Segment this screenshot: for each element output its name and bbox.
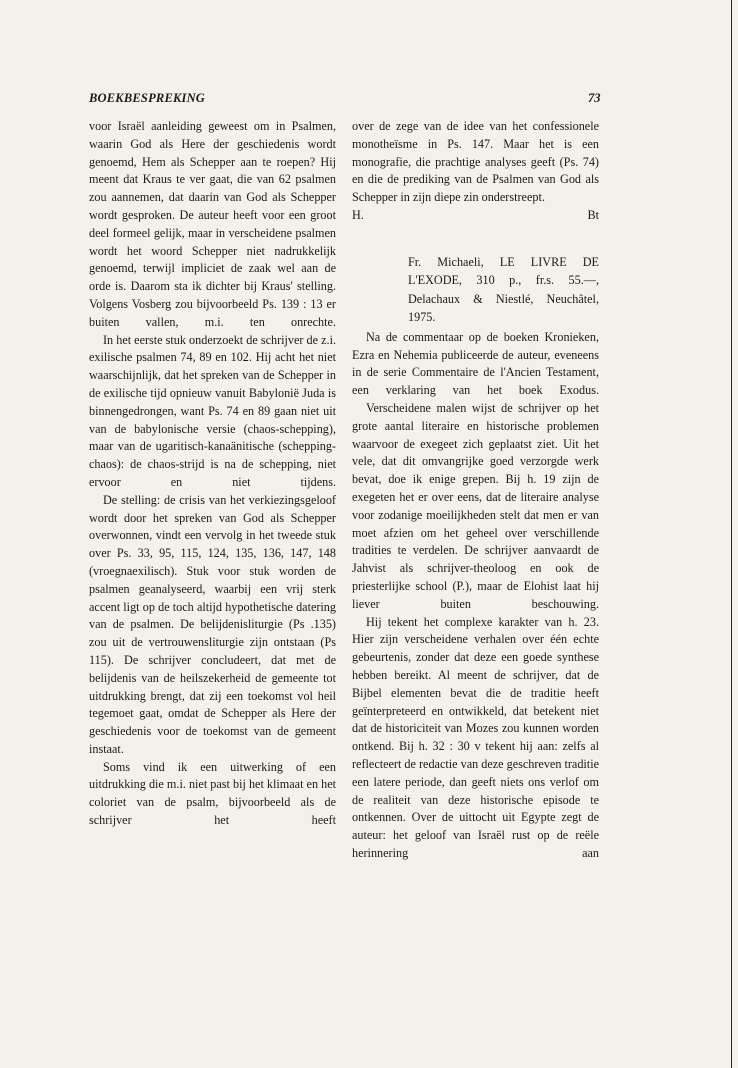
book-citation bbox=[408, 253, 599, 327]
citation-line-4: 1975. bbox=[408, 310, 436, 325]
citation-line-2: L'EXODE, 310 p., fr.s. 55.—, bbox=[408, 273, 599, 288]
right-column bbox=[352, 118, 599, 863]
left-paragraph-2: In het eerste stuk onderzoekt de schrijver de z.i. exilische psalmen 74, 89 en 102. Hij acht het niet waarschijnlijk, dat het spreken van de Schepper in de exilische tijd opnieuw vanuit Babylonië Juda is binnengedrongen, want Ps. 74 en 89 gaan niet uit van de babylonische versie (chaos-schepping), maar van de ugaritisch-kanaänitische (schepping-chaos): de chaos-strijd is na de schepping, niet ervoor en niet tijdens. bbox=[89, 332, 336, 489]
citation-line-3: Delachaux & Niestlé, Neuchâtel, bbox=[408, 291, 599, 306]
right-paragraph-2: Na de commentaar op de boeken Kronieken, Ezra en Nehemia publiceerde de auteur, eveneens in de serie Commentaire de l'Ancien Testament, een verklaring van het boek Exodus. bbox=[352, 329, 599, 398]
left-paragraph-3: De stelling: de crisis van het verkiezingsgeloof wordt door het spreken van God als Schepper overwonnen, vindt een vervolg in het tweede stuk over Ps. 33, 95, 115, 124, 135, 136, 147, 148 (vroegnaexilisch). Stuk voor stuk worden de psalmen geanalyseerd, waarbij een vrij sterk accent ligt op de toch altijd hypothetische datering van de psalmen. De belijdenisliturgie (Ps .135) zou uit de vertrouwensliturgie zijn ontstaan (Ps 115). De schrijver concludeert, dat met de belijdenis van de heilszekerheid de gemeente tot uitdrukking brengt, dat zij een toekomst vol heil tegemoet gaat, omdat de Schepper als Here der geschiedenis voor de toekomst van de gemeent instaat. bbox=[89, 492, 336, 756]
page-edge-line bbox=[731, 0, 732, 1068]
right-paragraph-1: over de zege van de idee van het confessionele monotheïsme in Ps. 147. Maar het is een monografie, die prachtige analyses geeft (Ps. 74) en die de prediking van de Psalmen van God als Schepper in zijn diepe zin onderstreept. bbox=[352, 119, 599, 205]
citation-line-1: Fr. Michaeli, LE LIVRE DE bbox=[408, 254, 599, 269]
left-paragraph-4: Soms vind ik een uitwerking of een uitdrukking die m.i. niet past bij het klimaat en het coloriet van de psalm, bijvoorbeeld als de schrijver het heeft bbox=[89, 759, 336, 828]
left-column bbox=[89, 118, 336, 830]
page-number: 73 bbox=[588, 91, 601, 105]
right-paragraph-4: Hij tekent het complexe karakter van h. 23. Hier zijn verscheidene verhalen over één echte gebeurtenis, zonder dat deze een goede synthese hebben bereikt. Al meent de schrijver, dat de Bijbel elementen bevat die de traditie heeft geïnterpreteerd en ontwikkeld, dat betekent niet dat de historiciteit van Mozes zou kunnen worden ontkend. Bij h. 32 : 30 v tekent hij aan: zelfs al reflecteert de redactie van deze geschreven traditie een latere periode, dan geeft niets ons verlof om de realiteit van deze historische episode te ontkennen. Over de uittocht uit Egypte zegt de auteur: het geloof van Israël rust op de reële herinnering aan bbox=[352, 614, 599, 860]
left-paragraph-1: voor Israël aanleiding geweest om in Psalmen, waarin God als Here der geschiedenis wordt genoemd, Hem als Schepper aan te roepen? Hij meent dat Kraus te ver gaat, die van 62 psalmen zou aannemen, dat daarin van God als Schepper wordt gesproken. De auteur heeft voor een groot deel formeel gelijk, maar in verscheidene psalmen wordt het woord Schepper niet nadrukkelijk genoemd, terwijl impliciet de zaak wel aan de orde is. Daarom sta ik dichter bij Kraus' stelling. Volgens Vosberg zou bijvoorbeeld Ps. 139 : 13 er buiten vallen, m.i. ten onrechte. bbox=[89, 119, 336, 329]
running-title: BOEKBESPREKING bbox=[89, 91, 206, 105]
right-paragraph-3: Verscheidene malen wijst de schrijver op het grote aantal literaire en historische problemen waarvoor de exegeet zich geplaatst ziet. Uit het vele, dat dit omvangrijke goed verzorgde werk bevat, doe ik enige grepen. Bij h. 19 zijn de exegeten het er over eens, dat de literaire analyse voor zodanige moeilijkheden stelt dat men er van moet afzien om het geheel over verschillende tradities te verdelen. De schrijver aanvaardt de Jahvist als schrijver-theoloog en ook de priesterlijke school (P.), maar de Elohist laat hij liever buiten beschouwing. bbox=[352, 400, 599, 611]
signature-initial: H. bbox=[352, 207, 364, 222]
reviewer-signature bbox=[352, 207, 599, 225]
signature-code: Bt bbox=[587, 207, 599, 222]
